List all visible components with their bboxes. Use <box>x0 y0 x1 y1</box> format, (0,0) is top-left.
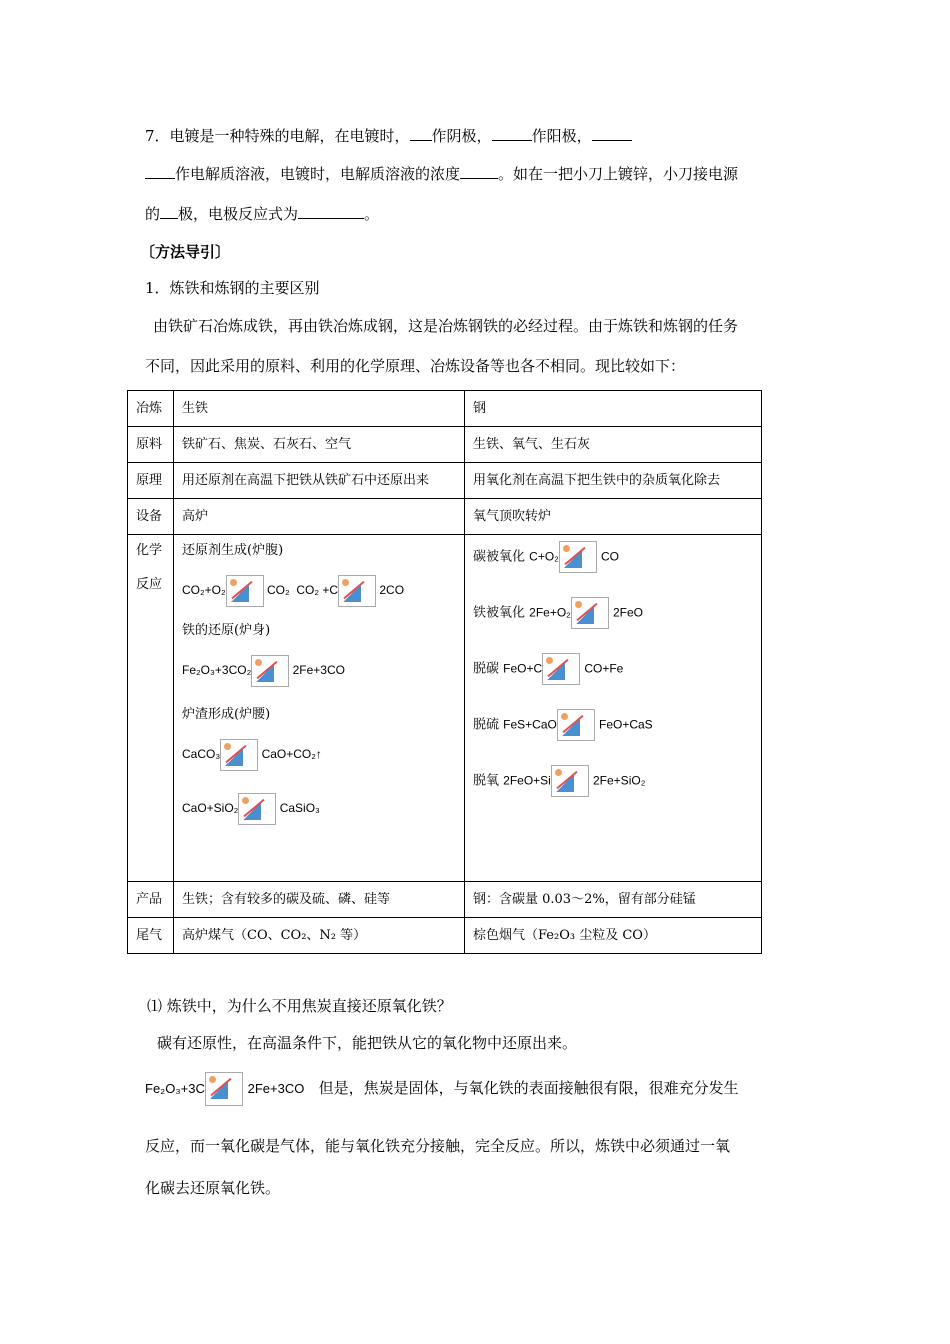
blank-anode[interactable] <box>492 126 532 141</box>
equation: CaO+SiO₂ CaSiO₃ <box>182 793 456 825</box>
table-cell-steel-reactions <box>465 535 762 882</box>
arrow-image-icon <box>559 541 597 573</box>
arrow-image-icon <box>571 597 609 629</box>
equation: 碳被氧化 C+O₂ CO <box>473 541 753 573</box>
arrow-image-icon <box>205 1072 243 1106</box>
table-row <box>128 427 762 463</box>
q1-paragraph-4: 化碳去还原氧化铁。 <box>145 1179 281 1197</box>
table-header-row <box>128 391 762 427</box>
table-cell: 生铁；含有较多的碳及硫、磷、硅等 <box>174 882 465 918</box>
equation: Fe₂O₃+3CO₂ 2Fe+3CO <box>182 655 456 687</box>
table-cell: 原理 <box>128 463 174 499</box>
blank-cathode[interactable] <box>410 126 432 141</box>
equation: 铁被氧化 2Fe+O₂ 2FeO <box>473 597 753 629</box>
table-cell: 用还原剂在高温下把铁从铁矿石中还原出来 <box>174 463 465 499</box>
section1-title: 1．炼铁和炼钢的主要区别 <box>145 279 320 297</box>
arrow-image-icon <box>551 765 589 797</box>
table-cell: 生铁 <box>174 391 465 427</box>
arrow-image-icon <box>338 575 376 607</box>
blank-electrolyte-b[interactable] <box>145 164 175 179</box>
table-cell: 产品 <box>128 882 174 918</box>
q1-title: ⑴ 炼铁中，为什么不用焦炭直接还原氧化铁？ <box>147 997 452 1015</box>
q7-line3: 的 极，电极反应式为 。 <box>145 205 380 223</box>
q1-equation-line: Fe₂O₃+3C 2Fe+3CO 但是，焦炭是固体，与氧化铁的表面接触很有限，很难充分发生 <box>145 1072 739 1106</box>
table-cell: 高炉煤气（CO、CO₂、N₂ 等） <box>174 918 465 954</box>
equation: CaCO₃ CaO+CO₂↑ <box>182 739 456 771</box>
arrow-image-icon <box>251 655 289 687</box>
blank-concentration[interactable] <box>460 164 498 179</box>
table-cell: 冶炼 <box>128 391 174 427</box>
equation: 脱氧 2FeO+Si 2Fe+SiO₂ <box>473 765 753 797</box>
comparison-table <box>127 390 762 954</box>
arrow-image-icon <box>238 793 276 825</box>
table-cell: 棕色烟气（Fe₂O₃ 尘粒及 CO） <box>465 918 762 954</box>
arrow-image-icon <box>220 739 258 771</box>
table-cell: 化学 反应 <box>128 535 174 882</box>
intro-line1: 由铁矿石冶炼成铁，再由铁冶炼成钢，这是冶炼钢铁的必经过程。由于炼铁和炼钢的任务 <box>153 317 739 335</box>
arrow-image-icon <box>557 709 595 741</box>
q7-line1: 7．电镀是一种特殊的电解，在电镀时， 作阴极， 作阳极， <box>145 126 632 146</box>
table-row-reactions <box>128 535 762 882</box>
table-cell: 铁矿石、焦炭、石灰石、空气 <box>174 427 465 463</box>
table-cell: 生铁、氧气、生石灰 <box>465 427 762 463</box>
table-cell: 钢 <box>465 391 762 427</box>
method-title: 〔方法导引〕 <box>140 243 231 261</box>
table-cell: 用氧化剂在高温下把生铁中的杂质氧化除去 <box>465 463 762 499</box>
blank-electrode-reaction[interactable] <box>298 204 364 219</box>
table-cell: 尾气 <box>128 918 174 954</box>
table-row <box>128 918 762 954</box>
table-cell: 原料 <box>128 427 174 463</box>
table-row <box>128 463 762 499</box>
table-cell-iron-reactions: 还原剂生成(炉腹) CO₂+O₂ CO₂ CO₂ +C 2CO 铁的还原(炉身) Fe₂O₃+3CO₂ 2Fe+3CO 炉渣形成(炉腰) CaCO₃ CaO+CO₂↑ CaO+SiO₂ CaSiO₃ <box>174 535 465 882</box>
q1-paragraph-3: 反应，而一氧化碳是气体，能与氧化铁充分接触，完全反应。所以，炼铁中必须通过一氧 <box>145 1137 731 1155</box>
table-row <box>128 882 762 918</box>
intro-line2: 不同，因此采用的原料、利用的化学原理、冶炼设备等也各不相同。现比较如下： <box>145 357 686 375</box>
blank-pole[interactable] <box>160 204 178 219</box>
table-cell: 高炉 <box>174 499 465 535</box>
arrow-image-icon <box>542 653 580 685</box>
equation: CO₂+O₂ CO₂ CO₂ +C 2CO <box>182 575 456 607</box>
table-row <box>128 499 762 535</box>
table-cell: 设备 <box>128 499 174 535</box>
q1-paragraph-1: 碳有还原性，在高温条件下，能把铁从它的氧化物中还原出来。 <box>157 1034 578 1052</box>
arrow-image-icon <box>226 575 264 607</box>
table-cell: 氧气顶吹转炉 <box>465 499 762 535</box>
blank-electrolyte-a[interactable] <box>592 126 632 141</box>
equation: 脱碳 FeO+C CO+Fe <box>473 653 753 685</box>
table-cell: 钢：含碳量 0.03～2%，留有部分硅锰 <box>465 882 762 918</box>
q7-line2: 作电解质溶液，电镀时，电解质溶液的浓度 。如在一把小刀上镀锌，小刀接电源 <box>145 164 738 184</box>
equation: 脱硫 FeS+CaO FeO+CaS <box>473 709 753 741</box>
